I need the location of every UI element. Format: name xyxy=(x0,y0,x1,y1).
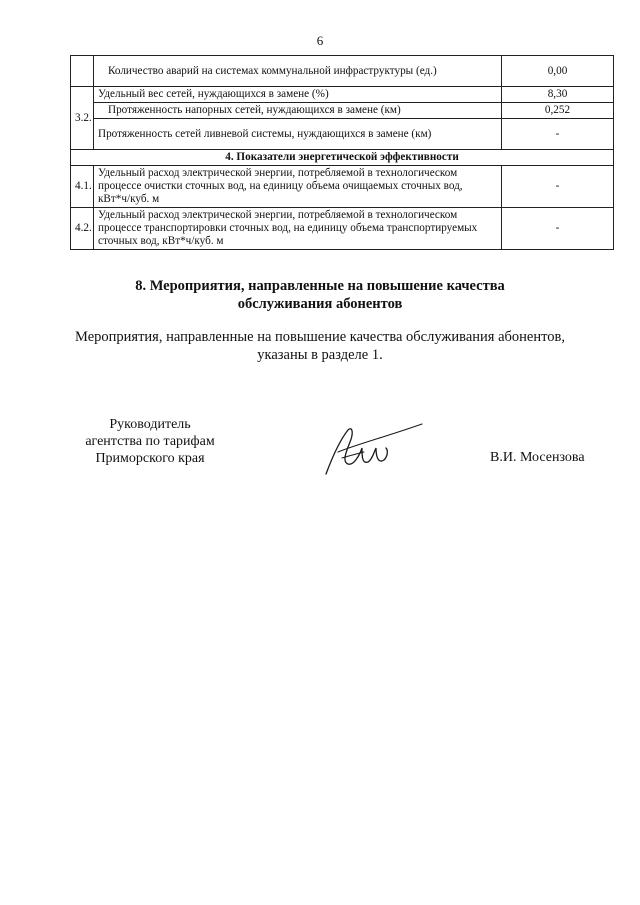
row-value: - xyxy=(502,166,614,208)
row-number: 3.2. xyxy=(71,87,94,150)
table-row xyxy=(71,56,614,87)
body-line: Мероприятия, направленные на повышение качества обслуживания абонентов, xyxy=(75,329,565,345)
section-title: 4. Показатели энергетической эффективности xyxy=(71,150,614,166)
row-value: - xyxy=(502,119,614,150)
signer-title-line: агентства по тарифам xyxy=(85,434,215,449)
table-row xyxy=(71,119,614,150)
row-description: Удельный расход электрической энергии, потребляемой в технологическом процессе очистки сточных вод, на единицу объема очищаемых сточных вод, кВт*ч/куб. м xyxy=(94,166,502,208)
signer-title-line: Приморского края xyxy=(95,451,205,466)
row-description: Удельный расход электрической энергии, потребляемой в технологическом процессе транспортировки сточных вод, на единицу объема транспортируемых сточных вод, кВт*ч/куб. м xyxy=(94,208,502,250)
body-line: указаны в разделе 1. xyxy=(257,347,383,363)
row-value: 0,252 xyxy=(502,103,614,119)
handwritten-signature xyxy=(318,418,428,480)
table-row xyxy=(71,208,614,250)
row-description: Протяженность сетей ливневой системы, нуждающихся в замене (км) xyxy=(94,119,502,150)
row-value: 8,30 xyxy=(502,87,614,103)
row-number xyxy=(71,56,94,87)
table-row xyxy=(71,103,614,119)
signer-title xyxy=(70,416,230,467)
row-number: 4.2. xyxy=(71,208,94,250)
row-description: Количество аварий на системах коммунальной инфраструктуры (ед.) xyxy=(94,56,502,87)
row-description: Удельный вес сетей, нуждающихся в замене (%) xyxy=(94,87,502,103)
page-number: 6 xyxy=(316,33,324,48)
signer-title-line: Руководитель xyxy=(109,417,191,432)
section-heading-line: 8. Мероприятия, направленные на повышение качества xyxy=(135,278,505,294)
section-body xyxy=(40,328,600,364)
section-heading-line: обслуживания абонентов xyxy=(237,296,403,312)
indicators-table xyxy=(70,55,614,250)
row-value: 0,00 xyxy=(502,56,614,87)
table-section-row xyxy=(71,150,614,166)
row-description: Протяженность напорных сетей, нуждающихся в замене (км) xyxy=(94,103,502,119)
section-heading xyxy=(0,277,640,313)
row-number: 4.1. xyxy=(71,166,94,208)
table-row xyxy=(71,166,614,208)
table-row xyxy=(71,87,614,103)
signer-name: В.И. Мосензова xyxy=(490,450,585,465)
row-value: - xyxy=(502,208,614,250)
